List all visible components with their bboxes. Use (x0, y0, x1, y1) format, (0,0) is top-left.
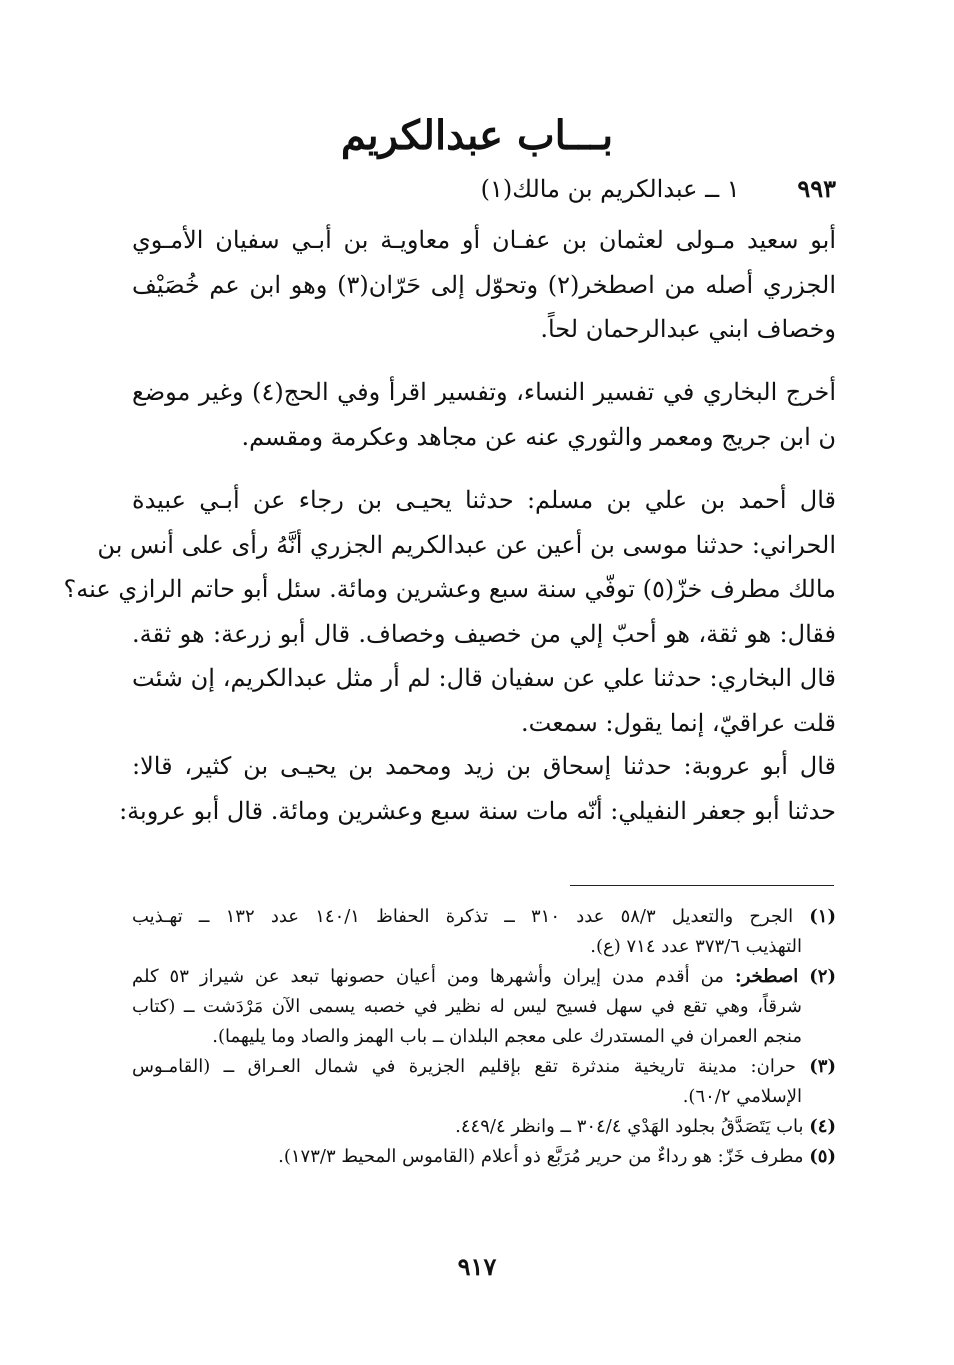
paragraph-sources (132, 370, 836, 459)
footnote-text: منجم العمران في المستدرك على معجم البلدان ــ باب الهمز والصاد وما يليهما). (212, 1026, 802, 1047)
footnote-text: مطرف خَزّ: هو رداءٌ من حرير مُرَبَّع ذو أعلام (القاموس المحيط ١٧٣/٣). (278, 1146, 804, 1167)
text-line: أخرج البخاري في تفسير النساء، وتفسير اقرأ وفي الحج(٤) وغير موضع (132, 378, 837, 406)
chapter-title: بـــاب عبدالكريم (340, 112, 614, 159)
footnote-separator (570, 885, 834, 886)
footnote-text: الإسلامي ٦٠/٢). (682, 1086, 802, 1107)
entry-number: ٩٩٣ (797, 174, 836, 203)
text-line: قال أبو عروبة: حدثنا إسحاق بن زيد ومحمد بن يحيـى بن كثير، قالا: (132, 752, 836, 780)
paragraph-death-date (119, 744, 836, 833)
text-line: ن ابن جريج ومعمر والثوري عنه عن مجاهد وعكرمة ومقسم. (241, 422, 836, 451)
footnote-5 (132, 1142, 836, 1172)
footnote-1 (132, 902, 836, 962)
footnote-text: باب يَتَصَدَّقُ بجلود الهَدْي ٣٠٤/٤ ــ وانظر ٤٤٩/٤. (455, 1116, 804, 1137)
footnote-mark: (٢) (809, 966, 836, 987)
paragraph-biography (132, 218, 836, 352)
text-line: وخصاف ابني عبدالرحمان لحاً. (540, 315, 836, 343)
footnote-mark: (٥) (809, 1146, 836, 1167)
footnote-text: من أقدم مدن إيران وأشهرها ومن أعيان حصونها تبعد عن شيراز ٥٣ كلم (132, 966, 724, 987)
text-line: فقال: هو ثقة، هو أحبّ إلي من خصيف وخصاف. قال أبو زرعة: هو ثقة. (132, 619, 836, 648)
footnote-text: الجرح والتعديل ٥٨/٣ عدد ٣١٠ ــ تذكرة الحفاظ ١٤٠/١ عدد ١٣٢ ــ تهـذيب (132, 906, 794, 927)
footnote-3 (132, 1052, 836, 1112)
page-number: ٩١٧ (457, 1252, 497, 1281)
entry-label: ١ ــ عبدالكريم بن مالك(١) (480, 175, 740, 203)
text-line: الجزري أصله من اصطخر(٢) وتحوّل إلى حَرّان(٣) وهو ابن عم خُصَيْف (132, 270, 836, 299)
footnote-text: شرقاً، وهي تقع في سهل فسيح ليس له نظير في خصبه يسمى الآن مَرْدَشت ــ (كتاب (132, 996, 802, 1017)
text-line: قلت عراقيّ، إنما يقول: سمعت. (521, 708, 836, 737)
footnote-text: التهذيب ٣٧٣/٦ عدد ٧١٤ (ع). (590, 936, 802, 957)
text-line: قال أحمد بن علي بن مسلم: حدثنا يحيـى بن رجاء عن أبـي عبيدة (132, 486, 836, 514)
paragraph-narrations (63, 478, 836, 745)
text-line: حدثنا أبو جعفر النفيلي: أنّه مات سنة سبع وعشرين ومائة. قال أبو عروبة: (119, 796, 836, 825)
footnote-mark: (٤) (809, 1116, 836, 1137)
text-line: قال البخاري: حدثنا علي عن سفيان قال: لم أر مثل عبدالكريم، إن شئت (132, 664, 836, 692)
footnote-mark: (١) (809, 906, 836, 927)
text-line: مالك مطرف خزّ(٥) توفّي سنة سبع وعشرين ومائة. سئل أبو حاتم الرازي عنه؟ (63, 575, 836, 603)
text-line: أبو سعيد مـولى لعثمان بن عفـان أو معاويـة بن أبـي سفيان الأمـوي (132, 226, 836, 254)
footnote-4 (132, 1112, 836, 1142)
footnote-mark: (٣) (809, 1056, 836, 1077)
text-line: الحراني: حدثنا موسى بن أعين عن عبدالكريم الجزري أنَّهُ رأى على أنس بن (97, 530, 836, 559)
footnote-lead: اصطخر: (734, 966, 799, 987)
footnote-text: حران: مدينة تاريخية مندثرة تقع بإقليم الجزيرة في شمال العـراق ــ (القامـوس (132, 1056, 796, 1077)
footnote-2 (132, 962, 836, 1052)
entry-header (116, 172, 836, 206)
footnotes (132, 902, 836, 1172)
